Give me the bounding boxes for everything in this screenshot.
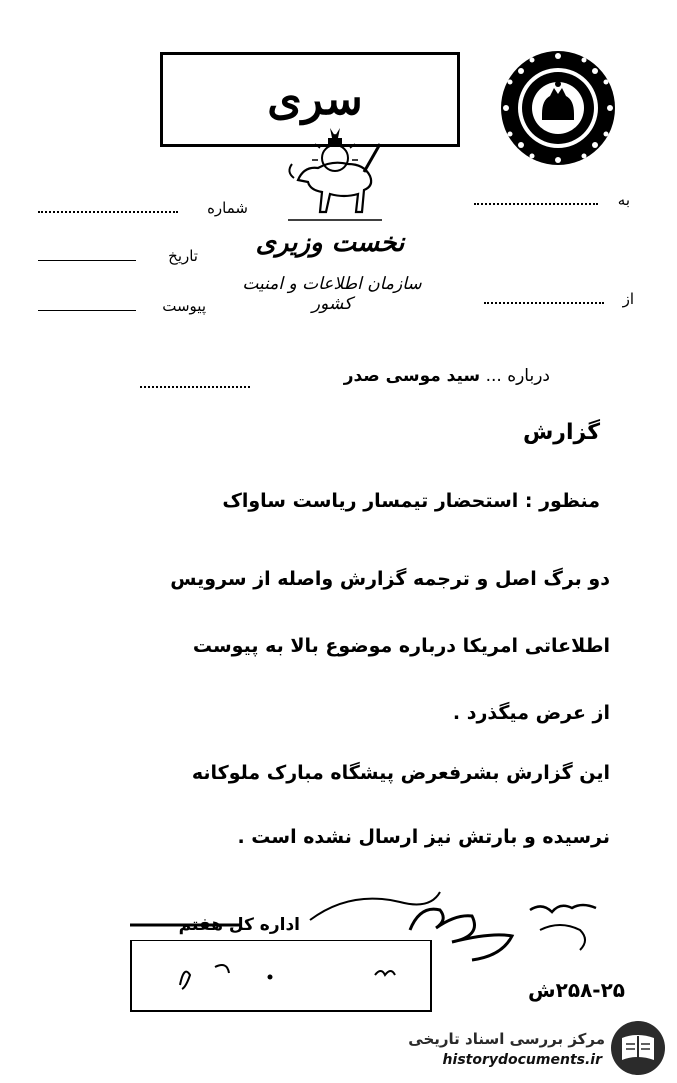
body-line-4: این گزارش بشرفعرض پیشگاه مبارک ملوکانه <box>191 762 610 784</box>
body-line-3: از عرض میگذرد . <box>452 702 610 724</box>
attachment-label: پیوست <box>162 297 206 315</box>
organization-name: سازمان اطلاعات و امنیت کشور <box>242 274 422 314</box>
imperial-seal <box>498 48 618 168</box>
subject-value: سید موسی صدر <box>343 366 481 386</box>
from-label: از <box>622 290 634 308</box>
to-label: به <box>617 191 630 209</box>
reference-number: ۲۵۸-۲۵ش <box>528 978 625 1002</box>
number-field-line <box>38 211 178 213</box>
number-label: شماره <box>207 199 248 217</box>
department-label: اداره کل هفتم <box>178 915 300 935</box>
subject-label: درباره <box>507 366 550 386</box>
body-line-5: نرسیده و بارتش نیز ارسال نشده است . <box>237 826 610 848</box>
classification-stamp-text: سری <box>267 74 363 125</box>
body-line-2: اطلاعاتی امریکا درباره موضوع بالا به پیوست <box>192 635 610 657</box>
report-title: گزارش <box>522 420 600 445</box>
box-handwriting <box>170 955 420 995</box>
ministry-title: نخست وزیری <box>255 228 405 258</box>
body-line-1: دو برگ اصل و ترجمه گزارش واصله از سرویس <box>170 568 610 590</box>
archive-logo-icon <box>608 1018 668 1078</box>
from-field-line <box>484 302 604 304</box>
watermark-url: historydocuments.ir <box>442 1052 602 1068</box>
date-label: تاریخ <box>168 247 198 265</box>
watermark-title: مرکز بررسی اسناد تاریخی <box>408 1030 605 1048</box>
date-field-line <box>38 260 136 261</box>
subject-dotted-line <box>140 386 250 388</box>
lion-and-sun-emblem <box>280 120 390 230</box>
to-field-line <box>474 203 598 205</box>
attachment-field-line <box>38 310 136 311</box>
purpose-line: منظور : استحضار تیمسار ریاست ساواک <box>222 490 600 512</box>
subject-row: درباره ... سید موسی صدر <box>343 366 550 386</box>
